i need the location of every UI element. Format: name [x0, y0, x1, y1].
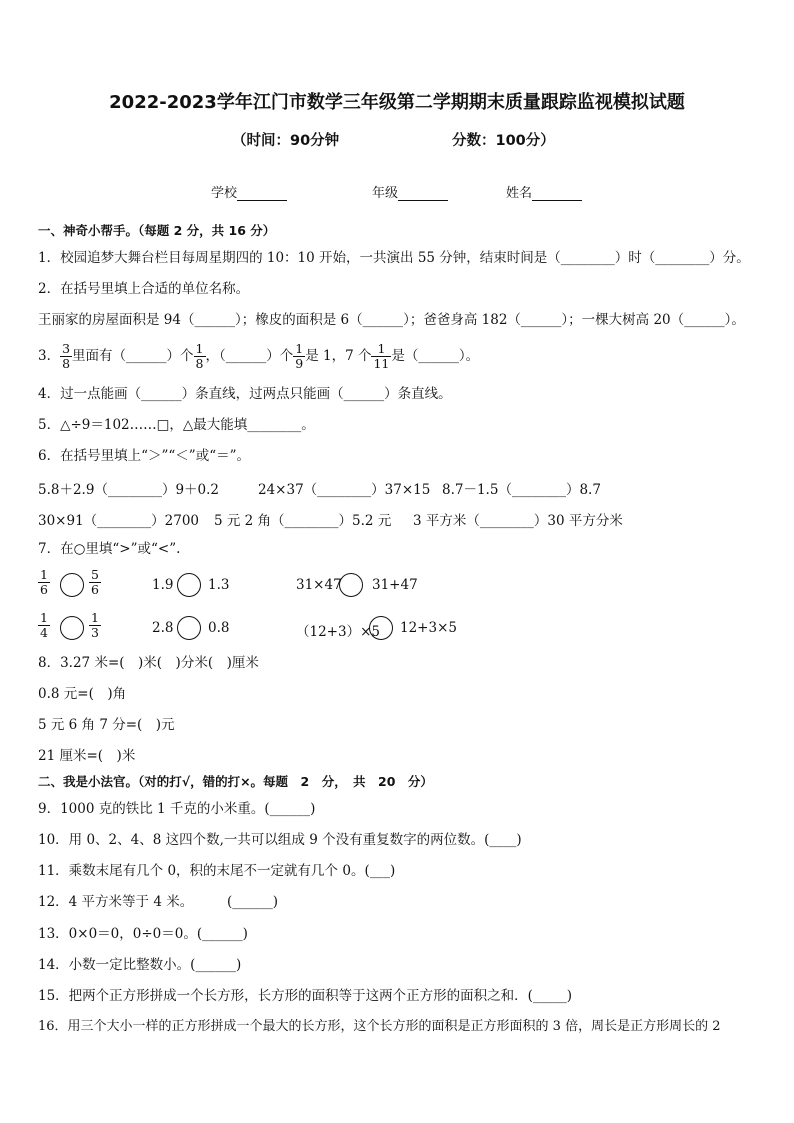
fraction-3-8: $\frac{3}{8}$: [62, 341, 71, 371]
name-label: 姓名: [506, 186, 533, 201]
fraction-1-3: $\frac{1}{3}$: [91, 610, 99, 640]
fraction-1-6: $\frac{1}{6}$: [40, 567, 48, 597]
question-3: 3． $\frac{3}{8}$ 里面有（______）个 $\frac{1}{8}$ ，（______）个 $\frac{1}{9}$ 是 1，7 个 $\frac{1}{11}$ 是（______）。: [38, 341, 480, 371]
question-2-line: 王丽家的房屋面积是 94（______）；橡皮的面积是 6（______）；爸爸身高 182（______）；一棵大树高 20（______）。: [38, 312, 745, 328]
q7-value: 0.8: [208, 620, 230, 636]
fraction-1-9: $\frac{1}{9}$: [295, 341, 304, 371]
section1-title: 一、神奇小帮手。（每题 2 分，共 16 分）: [38, 223, 276, 238]
question-12: 12．4 平方米等于 4 米。 (______): [38, 894, 279, 910]
question-7: 7．在○里填“>”或“<”.: [38, 541, 181, 557]
fraction-1-11: $\frac{1}{11}$: [373, 341, 390, 371]
fraction-1-8: $\frac{1}{8}$: [195, 341, 204, 371]
q6-item: 3 平方米（________）30 平方分米: [413, 513, 623, 529]
q7-value: 31×47: [296, 577, 342, 593]
compare-circle[interactable]: [177, 573, 201, 597]
question-13: 13．0×0＝0，0÷0＝0。(______): [38, 926, 248, 942]
compare-circle[interactable]: [369, 616, 393, 640]
q7-value: （12+3）×5: [296, 624, 380, 640]
question-4: 4．过一点能画（______）条直线，过两点只能画（______）条直线。: [38, 386, 452, 402]
question-10: 10．用 0、2、4、8 这四个数,一共可以组成 9 个没有重复数字的两位数。(____): [38, 832, 522, 848]
q7-value: 2.8: [152, 620, 174, 636]
grade-field[interactable]: [372, 182, 448, 201]
q6-item: 8.7－1.5（________）8.7: [442, 482, 601, 498]
exam-score: 分数：100分）: [452, 133, 555, 149]
fraction-5-6: $\frac{5}{6}$: [91, 567, 99, 597]
q7-value: 12+3×5: [400, 620, 457, 636]
question-1: 1．校园追梦大舞台栏目每周星期四的 10：10 开始，一共演出 55 分钟，结束时间是（________）时（________）分。: [38, 250, 750, 266]
question-2: 2．在括号里填上合适的单位名称。: [38, 281, 250, 297]
q7-value: 1.9: [152, 577, 174, 593]
q6-item: 30×91（________）2700: [38, 513, 200, 529]
q6-item: 5 元 2 角（________）5.2 元: [214, 513, 392, 529]
compare-circle[interactable]: [60, 573, 84, 597]
question-8-part: 5 元 6 角 7 分=( )元: [38, 717, 175, 733]
question-15: 15．把两个正方形拼成一个长方形，长方形的面积等于这两个正方形的面积之和．(_____): [38, 988, 572, 1004]
q6-item: 5.8＋2.9（________）9＋0.2: [38, 482, 219, 498]
question-14: 14．小数一定比整数小。(______): [38, 957, 242, 973]
question-8-part: 21 厘米=( )米: [38, 748, 136, 764]
question-16: 16．用三个大小一样的正方形拼成一个最大的长方形，这个长方形的面积是正方形面积的 3 倍，周长是正方形周长的 2: [38, 1019, 721, 1034]
question-6: 6．在括号里填上“＞”“＜”或“＝”。: [38, 448, 250, 464]
grade-label: 年级: [372, 186, 399, 201]
question-5: 5．△÷9＝102……□，△最大能填________。: [38, 417, 315, 433]
exam-time: （时间：90分钟: [232, 133, 340, 149]
q7-value: 1.3: [208, 577, 230, 593]
compare-circle[interactable]: [339, 573, 363, 597]
compare-circle[interactable]: [177, 616, 201, 640]
question-8: 8．3.27 米=( )米( )分米( )厘米: [38, 655, 259, 671]
school-field[interactable]: [211, 182, 287, 201]
q6-item: 24×37（________）37×15: [258, 482, 431, 498]
q7-value: 31+47: [372, 577, 418, 593]
section2-title: 二、我是小法官。（对的打√，错的打×。每题 2 分， 共 20 分）: [38, 774, 433, 789]
question-11: 11．乘数末尾有几个 0，积的末尾不一定就有几个 0。(___): [38, 863, 396, 879]
name-field[interactable]: [506, 182, 582, 201]
school-label: 学校: [211, 186, 238, 201]
question-9: 9．1000 克的铁比 1 千克的小米重。(______): [38, 801, 316, 817]
question-8-part: 0.8 元=( )角: [38, 686, 127, 702]
compare-circle[interactable]: [60, 616, 84, 640]
exam-title: 2022-2023学年江门市数学三年级第二学期期末质量跟踪监视模拟试题: [109, 92, 685, 113]
fraction-1-4: $\frac{1}{4}$: [40, 610, 48, 640]
